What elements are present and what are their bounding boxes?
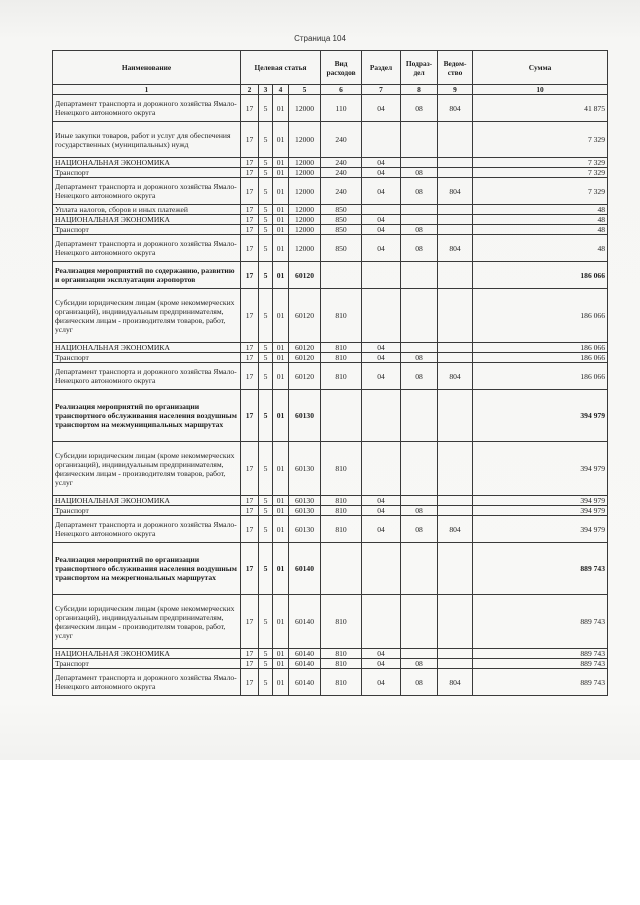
column-number-row xyxy=(53,85,608,95)
cell-expense-type: 850 xyxy=(321,205,362,215)
cell-target-subprogram: 5 xyxy=(259,659,273,669)
cell-expense-type: 810 xyxy=(321,496,362,506)
cell-target-group: 01 xyxy=(273,289,289,343)
cell-expense-type: 810 xyxy=(321,669,362,696)
cell-subsection: 08 xyxy=(401,516,438,543)
cell-target-program: 17 xyxy=(241,289,259,343)
column-number: 5 xyxy=(289,85,321,95)
table-row xyxy=(53,225,608,235)
cell-section: 04 xyxy=(362,343,401,353)
cell-department xyxy=(438,442,473,496)
cell-target-subprogram: 5 xyxy=(259,168,273,178)
cell-target-code: 60140 xyxy=(289,595,321,649)
cell-department xyxy=(438,262,473,289)
table-row xyxy=(53,543,608,595)
cell-target-group: 01 xyxy=(273,659,289,669)
cell-expense-type xyxy=(321,262,362,289)
cell-target-group: 01 xyxy=(273,669,289,696)
cell-target-program: 17 xyxy=(241,659,259,669)
cell-subsection xyxy=(401,205,438,215)
cell-expense-type: 850 xyxy=(321,225,362,235)
cell-target-group: 01 xyxy=(273,225,289,235)
cell-name: НАЦИОНАЛЬНАЯ ЭКОНОМИКА xyxy=(53,496,241,506)
table-row xyxy=(53,649,608,659)
cell-target-code: 60130 xyxy=(289,506,321,516)
cell-name: НАЦИОНАЛЬНАЯ ЭКОНОМИКА xyxy=(53,343,241,353)
cell-target-code: 60140 xyxy=(289,543,321,595)
cell-expense-type: 850 xyxy=(321,235,362,262)
cell-expense-type: 850 xyxy=(321,215,362,225)
cell-target-code: 60130 xyxy=(289,496,321,506)
page-number: Страница 104 xyxy=(294,34,346,43)
cell-section: 04 xyxy=(362,659,401,669)
cell-target-subprogram: 5 xyxy=(259,390,273,442)
cell-target-subprogram: 5 xyxy=(259,543,273,595)
cell-subsection xyxy=(401,262,438,289)
cell-department xyxy=(438,122,473,158)
cell-target-subprogram: 5 xyxy=(259,496,273,506)
cell-name: Департамент транспорта и дорожного хозяйства Ямало-Ненецкого автономного округа xyxy=(53,235,241,262)
cell-sum: 186 066 xyxy=(473,289,608,343)
cell-sum: 7 329 xyxy=(473,168,608,178)
cell-section: 04 xyxy=(362,669,401,696)
cell-department xyxy=(438,353,473,363)
cell-sum: 394 979 xyxy=(473,516,608,543)
cell-subsection: 08 xyxy=(401,669,438,696)
cell-department xyxy=(438,649,473,659)
cell-expense-type: 810 xyxy=(321,343,362,353)
cell-sum: 889 743 xyxy=(473,543,608,595)
table-row xyxy=(53,158,608,168)
cell-sum: 48 xyxy=(473,205,608,215)
cell-expense-type xyxy=(321,390,362,442)
cell-section: 04 xyxy=(362,506,401,516)
cell-target-program: 17 xyxy=(241,95,259,122)
cell-department: 804 xyxy=(438,235,473,262)
cell-target-group: 01 xyxy=(273,178,289,205)
cell-sum: 394 979 xyxy=(473,442,608,496)
cell-target-subprogram: 5 xyxy=(259,363,273,390)
cell-name: Департамент транспорта и дорожного хозяйства Ямало-Ненецкого автономного округа xyxy=(53,178,241,205)
column-number: 6 xyxy=(321,85,362,95)
cell-department xyxy=(438,543,473,595)
cell-target-code: 60130 xyxy=(289,516,321,543)
cell-target-code: 12000 xyxy=(289,205,321,215)
cell-expense-type: 810 xyxy=(321,363,362,390)
cell-subsection: 08 xyxy=(401,95,438,122)
cell-target-group: 01 xyxy=(273,543,289,595)
table-row xyxy=(53,95,608,122)
cell-subsection: 08 xyxy=(401,168,438,178)
cell-target-program: 17 xyxy=(241,543,259,595)
cell-subsection xyxy=(401,215,438,225)
cell-target-group: 01 xyxy=(273,262,289,289)
column-number: 8 xyxy=(401,85,438,95)
cell-subsection xyxy=(401,158,438,168)
cell-expense-type: 240 xyxy=(321,178,362,205)
cell-subsection: 08 xyxy=(401,659,438,669)
cell-sum: 186 066 xyxy=(473,343,608,353)
cell-name: Реализация мероприятий по организации транспортного обслуживания населения воздушным транспортом на межмуниципальных маршрутах xyxy=(53,390,241,442)
cell-subsection: 08 xyxy=(401,225,438,235)
cell-target-subprogram: 5 xyxy=(259,649,273,659)
table-row xyxy=(53,215,608,225)
cell-section xyxy=(362,289,401,343)
cell-sum: 394 979 xyxy=(473,506,608,516)
cell-target-subprogram: 5 xyxy=(259,442,273,496)
cell-target-subprogram: 5 xyxy=(259,205,273,215)
table-row xyxy=(53,178,608,205)
cell-sum: 394 979 xyxy=(473,496,608,506)
cell-target-group: 01 xyxy=(273,595,289,649)
header-department: Ведом-ство xyxy=(438,51,473,85)
cell-target-code: 60120 xyxy=(289,289,321,343)
cell-target-group: 01 xyxy=(273,442,289,496)
cell-target-program: 17 xyxy=(241,235,259,262)
table-row xyxy=(53,262,608,289)
cell-sum: 7 329 xyxy=(473,158,608,168)
cell-name: Субсидии юридическим лицам (кроме некоммерческих организаций), индивидуальным предпринимателям, физическим лицам - производителям товаров, работ, услуг xyxy=(53,595,241,649)
cell-target-code: 12000 xyxy=(289,215,321,225)
column-number: 3 xyxy=(259,85,273,95)
cell-subsection: 08 xyxy=(401,506,438,516)
cell-subsection xyxy=(401,496,438,506)
cell-name: Субсидии юридическим лицам (кроме некоммерческих организаций), индивидуальным предпринимателям, физическим лицам - производителям товаров, работ, услуг xyxy=(53,442,241,496)
cell-target-program: 17 xyxy=(241,343,259,353)
header-name: Наименование xyxy=(53,51,241,85)
cell-name: Реализация мероприятий по содержанию, развитию и организации эксплуатации аэропортов xyxy=(53,262,241,289)
table-row xyxy=(53,235,608,262)
cell-sum: 186 066 xyxy=(473,262,608,289)
table-row xyxy=(53,506,608,516)
cell-expense-type: 810 xyxy=(321,442,362,496)
table-row xyxy=(53,122,608,158)
cell-department xyxy=(438,168,473,178)
cell-expense-type: 240 xyxy=(321,168,362,178)
cell-name: Реализация мероприятий по организации транспортного обслуживания населения воздушным транспортом на межрегиональных маршрутах xyxy=(53,543,241,595)
cell-sum: 7 329 xyxy=(473,178,608,205)
cell-expense-type: 810 xyxy=(321,516,362,543)
cell-target-subprogram: 5 xyxy=(259,516,273,543)
cell-subsection: 08 xyxy=(401,353,438,363)
cell-department xyxy=(438,343,473,353)
cell-department: 804 xyxy=(438,95,473,122)
cell-target-code: 12000 xyxy=(289,235,321,262)
cell-name: Департамент транспорта и дорожного хозяйства Ямало-Ненецкого автономного округа xyxy=(53,669,241,696)
cell-sum: 394 979 xyxy=(473,390,608,442)
cell-section: 04 xyxy=(362,516,401,543)
cell-subsection xyxy=(401,122,438,158)
header-sum: Сумма xyxy=(473,51,608,85)
cell-target-program: 17 xyxy=(241,205,259,215)
cell-target-code: 60130 xyxy=(289,390,321,442)
cell-section: 04 xyxy=(362,353,401,363)
cell-target-code: 12000 xyxy=(289,95,321,122)
cell-department: 804 xyxy=(438,178,473,205)
cell-name: НАЦИОНАЛЬНАЯ ЭКОНОМИКА xyxy=(53,158,241,168)
cell-target-group: 01 xyxy=(273,235,289,262)
cell-target-program: 17 xyxy=(241,262,259,289)
cell-section xyxy=(362,543,401,595)
cell-sum: 48 xyxy=(473,225,608,235)
cell-target-code: 60120 xyxy=(289,343,321,353)
column-number: 4 xyxy=(273,85,289,95)
cell-target-program: 17 xyxy=(241,442,259,496)
cell-target-subprogram: 5 xyxy=(259,506,273,516)
cell-target-code: 12000 xyxy=(289,178,321,205)
cell-department: 804 xyxy=(438,669,473,696)
cell-section xyxy=(362,595,401,649)
cell-sum: 48 xyxy=(473,215,608,225)
cell-target-program: 17 xyxy=(241,506,259,516)
cell-name: Транспорт xyxy=(53,506,241,516)
column-number: 1 xyxy=(53,85,241,95)
cell-target-program: 17 xyxy=(241,516,259,543)
cell-section xyxy=(362,122,401,158)
cell-department: 804 xyxy=(438,516,473,543)
cell-sum: 889 743 xyxy=(473,649,608,659)
cell-target-group: 01 xyxy=(273,215,289,225)
cell-name: Транспорт xyxy=(53,659,241,669)
cell-subsection xyxy=(401,442,438,496)
cell-subsection xyxy=(401,289,438,343)
cell-target-group: 01 xyxy=(273,390,289,442)
budget-table xyxy=(52,50,608,696)
cell-section: 04 xyxy=(362,496,401,506)
column-number: 9 xyxy=(438,85,473,95)
cell-department xyxy=(438,205,473,215)
table-body xyxy=(53,95,608,696)
column-number: 2 xyxy=(241,85,259,95)
cell-subsection xyxy=(401,543,438,595)
cell-name: Транспорт xyxy=(53,225,241,235)
cell-target-code: 12000 xyxy=(289,158,321,168)
cell-target-program: 17 xyxy=(241,390,259,442)
cell-target-program: 17 xyxy=(241,158,259,168)
cell-target-group: 01 xyxy=(273,95,289,122)
cell-target-subprogram: 5 xyxy=(259,178,273,205)
cell-target-group: 01 xyxy=(273,363,289,390)
cell-target-code: 60120 xyxy=(289,262,321,289)
cell-name: Субсидии юридическим лицам (кроме некоммерческих организаций), индивидуальным предпринимателям, физическим лицам - производителям товаров, работ, услуг xyxy=(53,289,241,343)
cell-target-program: 17 xyxy=(241,669,259,696)
cell-target-group: 01 xyxy=(273,516,289,543)
table-row xyxy=(53,168,608,178)
cell-sum: 889 743 xyxy=(473,659,608,669)
cell-subsection xyxy=(401,595,438,649)
cell-section: 04 xyxy=(362,215,401,225)
cell-subsection: 08 xyxy=(401,235,438,262)
cell-target-subprogram: 5 xyxy=(259,215,273,225)
cell-sum: 186 066 xyxy=(473,353,608,363)
cell-target-program: 17 xyxy=(241,496,259,506)
table-row xyxy=(53,516,608,543)
table-row xyxy=(53,669,608,696)
cell-department xyxy=(438,289,473,343)
cell-name: Департамент транспорта и дорожного хозяйства Ямало-Ненецкого автономного округа xyxy=(53,516,241,543)
table-row xyxy=(53,205,608,215)
cell-target-subprogram: 5 xyxy=(259,122,273,158)
cell-target-subprogram: 5 xyxy=(259,95,273,122)
cell-department: 804 xyxy=(438,363,473,390)
cell-expense-type: 810 xyxy=(321,289,362,343)
cell-section xyxy=(362,262,401,289)
cell-target-code: 60120 xyxy=(289,353,321,363)
cell-target-group: 01 xyxy=(273,205,289,215)
cell-subsection xyxy=(401,649,438,659)
cell-target-code: 60130 xyxy=(289,442,321,496)
header-row xyxy=(53,51,608,85)
cell-subsection: 08 xyxy=(401,363,438,390)
table-row xyxy=(53,442,608,496)
cell-target-group: 01 xyxy=(273,649,289,659)
table-row xyxy=(53,353,608,363)
table-row xyxy=(53,595,608,649)
cell-section: 04 xyxy=(362,235,401,262)
cell-target-code: 60140 xyxy=(289,649,321,659)
header-target-article: Целевая статья xyxy=(241,51,321,85)
column-number: 10 xyxy=(473,85,608,95)
cell-target-subprogram: 5 xyxy=(259,289,273,343)
cell-target-program: 17 xyxy=(241,168,259,178)
cell-target-group: 01 xyxy=(273,506,289,516)
cell-target-program: 17 xyxy=(241,122,259,158)
cell-subsection xyxy=(401,390,438,442)
cell-target-program: 17 xyxy=(241,595,259,649)
cell-name: Уплата налогов, сборов и иных платежей xyxy=(53,205,241,215)
cell-expense-type: 240 xyxy=(321,122,362,158)
cell-expense-type: 810 xyxy=(321,659,362,669)
cell-expense-type: 810 xyxy=(321,649,362,659)
table-row xyxy=(53,363,608,390)
cell-target-subprogram: 5 xyxy=(259,669,273,696)
cell-section: 04 xyxy=(362,649,401,659)
table-row xyxy=(53,496,608,506)
cell-target-group: 01 xyxy=(273,353,289,363)
cell-target-program: 17 xyxy=(241,215,259,225)
cell-department xyxy=(438,158,473,168)
cell-target-subprogram: 5 xyxy=(259,595,273,649)
cell-subsection: 08 xyxy=(401,178,438,205)
cell-expense-type: 810 xyxy=(321,506,362,516)
cell-department xyxy=(438,496,473,506)
cell-target-program: 17 xyxy=(241,225,259,235)
cell-target-subprogram: 5 xyxy=(259,158,273,168)
cell-target-code: 60140 xyxy=(289,669,321,696)
cell-expense-type: 240 xyxy=(321,158,362,168)
cell-name: Иные закупки товаров, работ и услуг для обеспечения государственных (муниципальных) нужд xyxy=(53,122,241,158)
cell-subsection xyxy=(401,343,438,353)
cell-sum: 41 875 xyxy=(473,95,608,122)
cell-name: Транспорт xyxy=(53,353,241,363)
cell-target-group: 01 xyxy=(273,168,289,178)
cell-section: 04 xyxy=(362,168,401,178)
cell-target-code: 12000 xyxy=(289,168,321,178)
cell-target-subprogram: 5 xyxy=(259,262,273,289)
cell-target-code: 60140 xyxy=(289,659,321,669)
cell-section: 04 xyxy=(362,225,401,235)
header-subsection: Подраз-дел xyxy=(401,51,438,85)
table-row xyxy=(53,343,608,353)
cell-name: НАЦИОНАЛЬНАЯ ЭКОНОМИКА xyxy=(53,649,241,659)
cell-sum: 186 066 xyxy=(473,363,608,390)
cell-department xyxy=(438,506,473,516)
cell-section xyxy=(362,442,401,496)
cell-target-code: 12000 xyxy=(289,225,321,235)
cell-sum: 889 743 xyxy=(473,595,608,649)
cell-sum: 7 329 xyxy=(473,122,608,158)
cell-name: НАЦИОНАЛЬНАЯ ЭКОНОМИКА xyxy=(53,215,241,225)
cell-target-code: 60120 xyxy=(289,363,321,390)
cell-section: 04 xyxy=(362,158,401,168)
cell-department xyxy=(438,390,473,442)
column-number: 7 xyxy=(362,85,401,95)
table-row xyxy=(53,659,608,669)
cell-target-group: 01 xyxy=(273,122,289,158)
cell-target-program: 17 xyxy=(241,363,259,390)
header-expense-type: Вид расходов xyxy=(321,51,362,85)
cell-expense-type: 810 xyxy=(321,595,362,649)
cell-target-subprogram: 5 xyxy=(259,235,273,262)
header-section: Раздел xyxy=(362,51,401,85)
cell-target-subprogram: 5 xyxy=(259,343,273,353)
cell-name: Департамент транспорта и дорожного хозяйства Ямало-Ненецкого автономного округа xyxy=(53,363,241,390)
cell-target-subprogram: 5 xyxy=(259,353,273,363)
table-row xyxy=(53,289,608,343)
cell-sum: 48 xyxy=(473,235,608,262)
cell-target-code: 12000 xyxy=(289,122,321,158)
cell-name: Транспорт xyxy=(53,168,241,178)
cell-expense-type xyxy=(321,543,362,595)
table-row xyxy=(53,390,608,442)
cell-target-program: 17 xyxy=(241,353,259,363)
cell-target-program: 17 xyxy=(241,178,259,205)
cell-expense-type: 110 xyxy=(321,95,362,122)
cell-expense-type: 810 xyxy=(321,353,362,363)
cell-section xyxy=(362,390,401,442)
cell-section: 04 xyxy=(362,363,401,390)
cell-target-program: 17 xyxy=(241,649,259,659)
cell-name: Департамент транспорта и дорожного хозяйства Ямало-Ненецкого автономного округа xyxy=(53,95,241,122)
cell-sum: 889 743 xyxy=(473,669,608,696)
cell-department xyxy=(438,225,473,235)
cell-department xyxy=(438,215,473,225)
cell-department xyxy=(438,659,473,669)
cell-department xyxy=(438,595,473,649)
cell-target-group: 01 xyxy=(273,343,289,353)
cell-section xyxy=(362,205,401,215)
cell-section: 04 xyxy=(362,178,401,205)
cell-section: 04 xyxy=(362,95,401,122)
cell-target-subprogram: 5 xyxy=(259,225,273,235)
cell-target-group: 01 xyxy=(273,496,289,506)
cell-target-group: 01 xyxy=(273,158,289,168)
